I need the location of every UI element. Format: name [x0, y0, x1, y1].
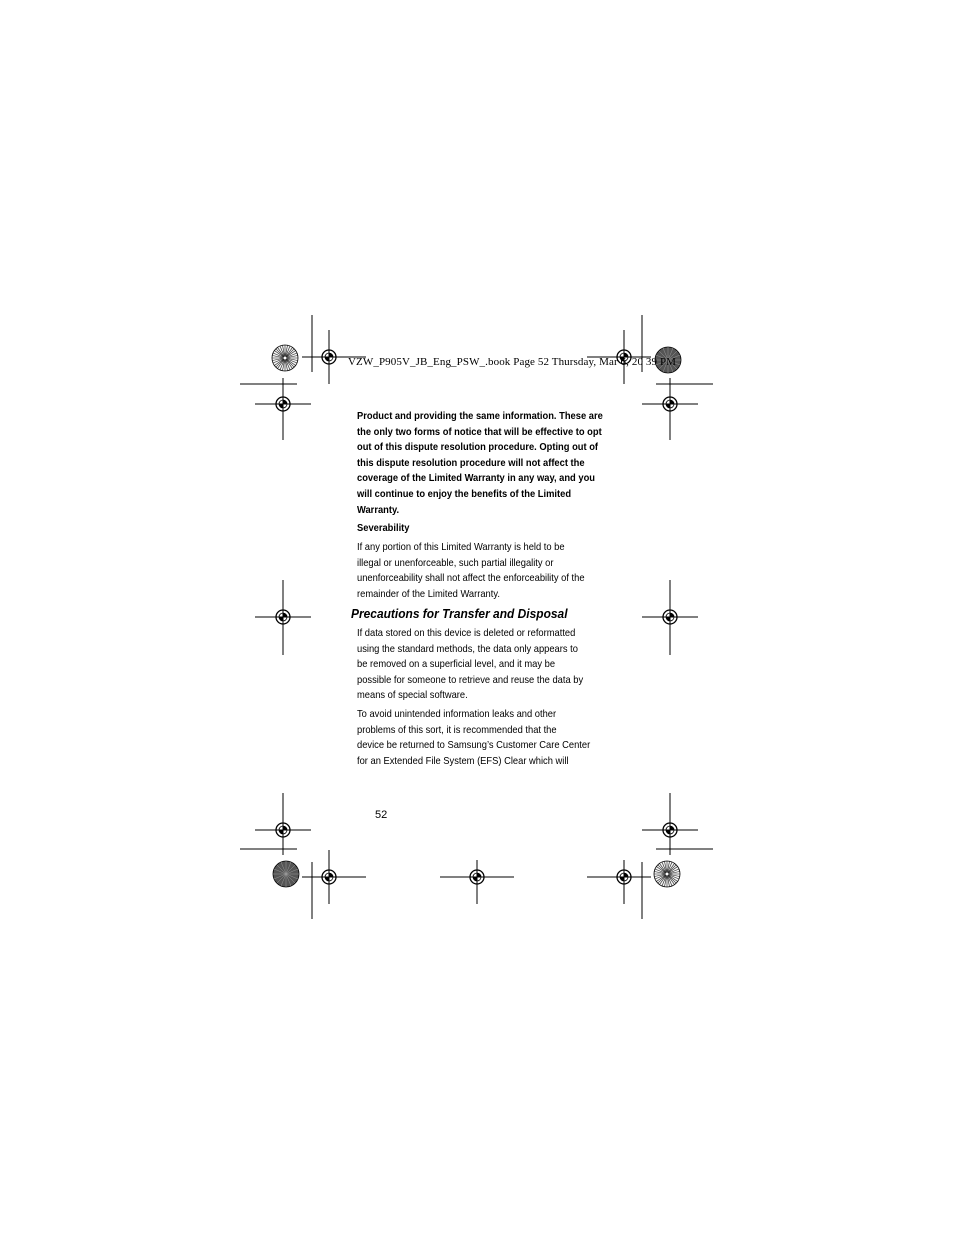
paragraph-opt-out: [357, 409, 603, 518]
text-line: If data stored on this device is deleted or reformatted: [357, 628, 576, 639]
paragraph-severability: [357, 540, 587, 602]
crop-marks-top: [240, 315, 713, 384]
text-line: Warranty.: [357, 504, 400, 516]
text-line: will continue to enjoy the benefits of the Limited: [357, 488, 572, 500]
text-line: device be returned to Samsung’s Customer Care Center: [357, 740, 591, 752]
printer-slug: VZW_P905V_JB_Eng_PSW_.book Page 52 Thursday, Mar 6, 20 39 PM: [348, 356, 677, 368]
text-line: remainder of the Limited Warranty.: [357, 588, 500, 600]
star-target-icon: [272, 345, 298, 371]
text-line: using the standard methods, the data only appears to: [357, 643, 578, 655]
star-target-icon: [654, 861, 680, 887]
star-target-icon: [273, 861, 299, 887]
page-number: 52: [375, 809, 388, 821]
text-line: means of special software.: [357, 690, 468, 702]
paragraph-data-removal: [357, 626, 587, 704]
text-line: be removed on a superficial level, and it may be: [357, 659, 556, 671]
text-line: Product and providing the same information. These are: [357, 411, 603, 422]
text-line: out of this dispute resolution procedure. Opting out of: [357, 442, 599, 454]
text-line: illegal or unenforceable, such partial illegality or: [357, 557, 554, 569]
paragraph-efs-clear: [357, 707, 591, 769]
text-line: coverage of the Limited Warranty in any way, and you: [357, 473, 596, 485]
text-line: for an Extended File System (EFS) Clear which will: [357, 755, 569, 767]
text-line: To avoid unintended information leaks and other: [357, 709, 557, 720]
text-line: If any portion of this Limited Warranty is held to be: [357, 542, 565, 553]
text-line: the only two forms of notice that will be effective to opt: [357, 426, 602, 438]
text-line: possible for someone to retrieve and reuse the data by: [357, 674, 584, 686]
subheading-severability: Severability: [357, 523, 410, 534]
section-heading: Precautions for Transfer and Disposal: [351, 607, 568, 621]
text-line: this dispute resolution procedure will not affect the: [357, 457, 585, 469]
text-line: problems of this sort, it is recommended that the: [357, 724, 557, 736]
text-line: unenforceability shall not affect the enforceability of the: [357, 573, 585, 585]
